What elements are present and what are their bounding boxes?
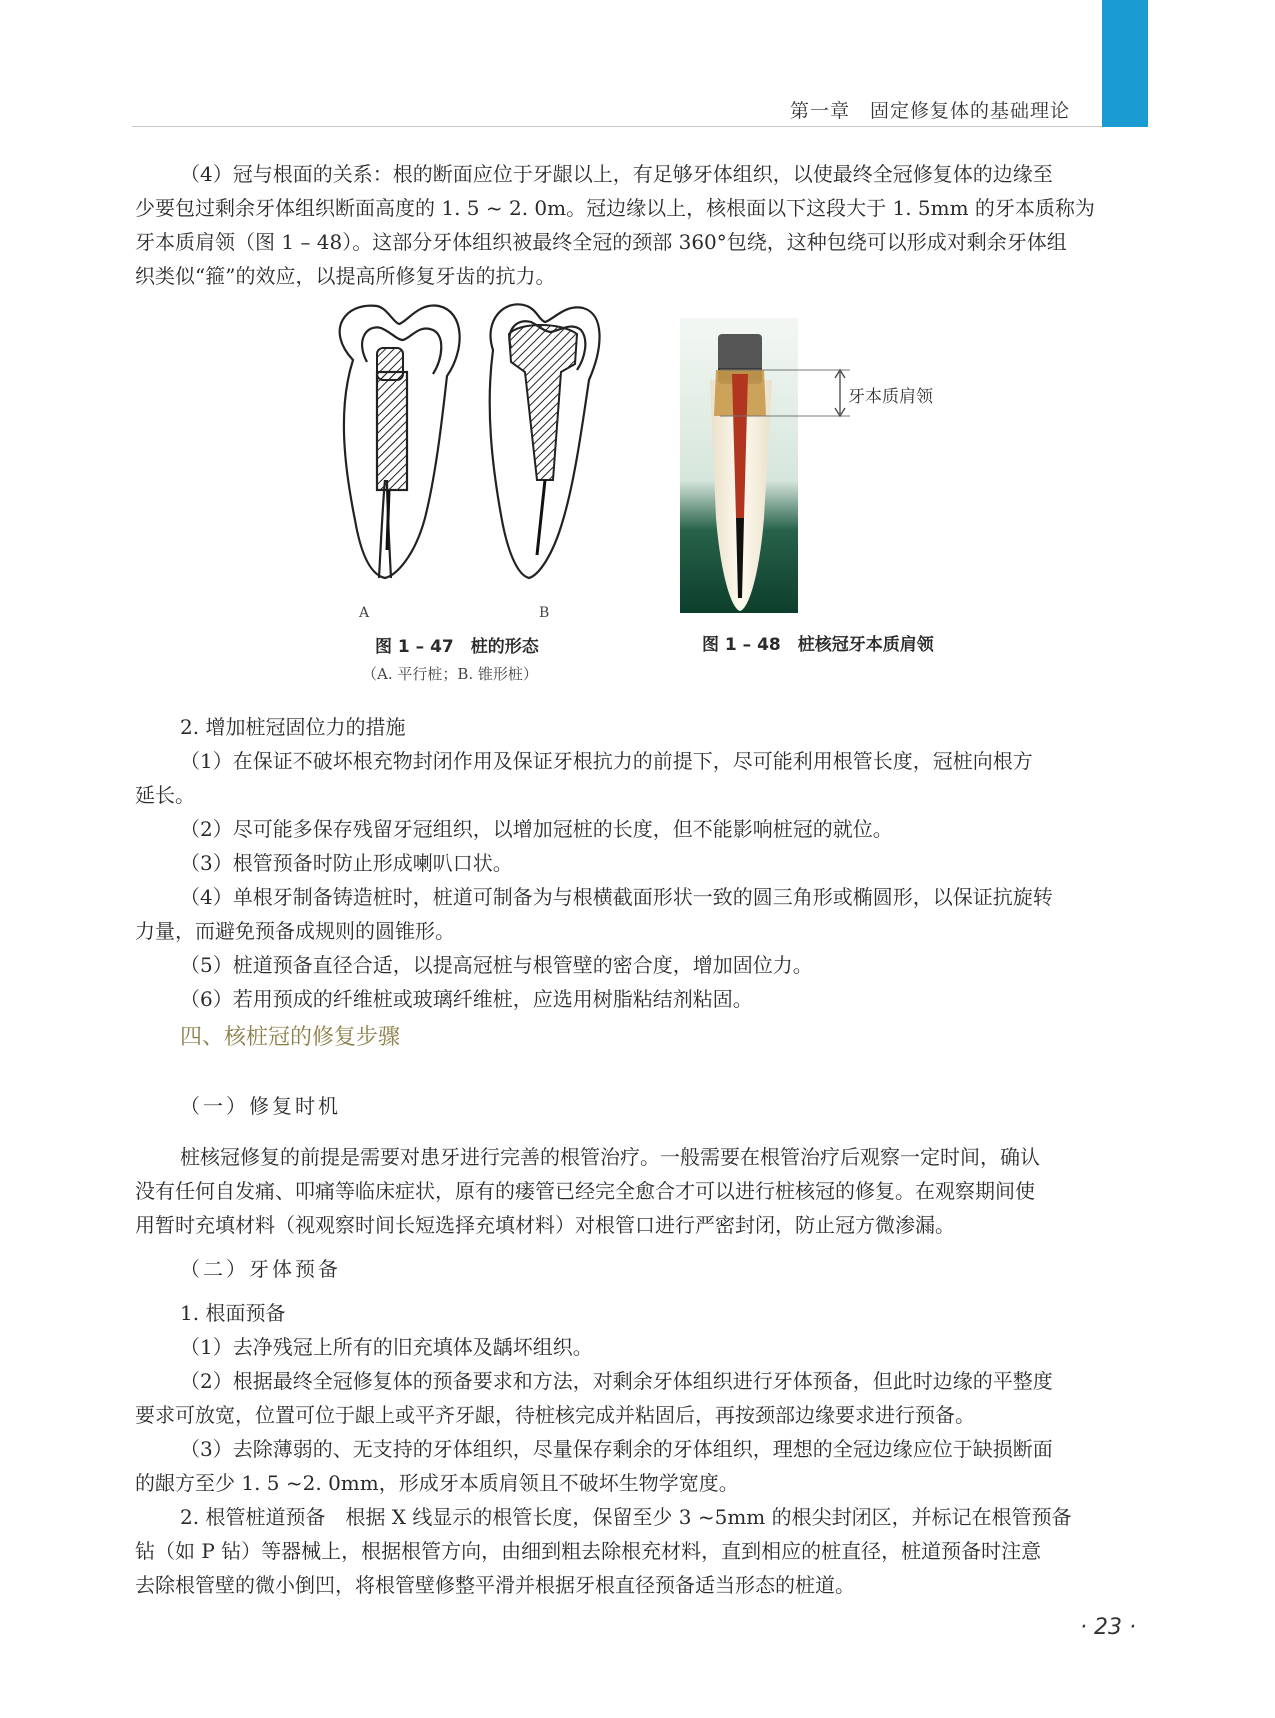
para-line: 牙本质肩领（图 1 – 48）。这部分牙体组织被最终全冠的颈部 360°包绕，这种包绕可以形成对剩余牙体组 xyxy=(135,230,1067,254)
post-shape-figure xyxy=(315,300,605,595)
section-title: 四、核桩冠的修复步骤 xyxy=(180,1025,401,1050)
para-line: 用暂时充填材料（视观察时间长短选择充填材料）对根管口进行严密封闭，防止冠方微渗漏。 xyxy=(135,1213,955,1237)
list-item: 延长。 xyxy=(135,783,195,807)
list-item: （2）根据最终全冠修复体的预备要求和方法，对剩余牙体组织进行牙体预备，但此时边缘的平整度 xyxy=(180,1369,1053,1393)
para-line: 桩核冠修复的前提是需要对患牙进行完善的根管治疗。一般需要在根管治疗后观察一定时间，确认 xyxy=(180,1145,1040,1169)
para-line: 钻（如 P 钻）等器械上，根据根管方向，由细到粗去除根充材料，直到相应的桩直径，桩道预备时注意 xyxy=(135,1539,1042,1563)
header-rule xyxy=(132,126,1102,127)
list-item: （3）去除薄弱的、无支持的牙体组织，尽量保存剩余的牙体组织，理想的全冠边缘应位于缺损断面 xyxy=(180,1437,1053,1461)
para-line: 2. 根管桩道预备 根据 X 线显示的根管长度，保留至少 3 ~5mm 的根尖封闭区，并标记在根管预备 xyxy=(180,1505,1072,1529)
figure-label-a: A xyxy=(359,605,370,621)
para-line: 没有任何自发痛、叩痛等临床症状，原有的瘘管已经完全愈合才可以进行桩核冠的修复。在观察期间使 xyxy=(135,1179,1035,1203)
figure-label-b: B xyxy=(539,605,550,621)
tapered-post-core xyxy=(509,325,577,555)
list-item: 要求可放宽，位置可位于龈上或平齐牙龈，待桩核完成并粘固后，再按颈部边缘要求进行预备。 xyxy=(135,1403,975,1427)
para-line: （4）冠与根面的关系：根的断面应位于牙龈以上，有足够牙体组织，以使最终全冠修复体的边缘至 xyxy=(180,162,1053,186)
subsection-heading: （一）修复时机 xyxy=(180,1094,341,1118)
list-item: （2）尽可能多保存残留牙冠组织，以增加冠桩的长度，但不能影响桩冠的就位。 xyxy=(180,817,893,841)
ferrule-annotation: 牙本质肩领 xyxy=(848,387,933,407)
subsection-title: 2. 增加桩冠固位力的措施 xyxy=(180,715,406,739)
chapter-header: 第一章 固定修复体的基础理论 xyxy=(790,100,1071,122)
para-line: 少要包过剩余牙体组织断面高度的 1. 5 ~ 2. 0m。冠边缘以上，核根面以下这段大于 1. 5mm 的牙本质称为 xyxy=(135,196,1095,220)
list-item: （1）在保证不破坏根充物封闭作用及保证牙根抗力的前提下，尽可能利用根管长度，冠桩向根方 xyxy=(180,749,1033,773)
page-number: · 23 · xyxy=(1080,1615,1136,1640)
figure-caption-47: 图 1 – 47 桩的形态 xyxy=(375,637,539,657)
list-item: 力量，而避免预备成规则的圆锥形。 xyxy=(135,919,455,943)
list-item: （3）根管预备时防止形成喇叭口状。 xyxy=(180,851,513,875)
figure-subcaption-47: （A. 平行桩；B. 锥形桩） xyxy=(362,665,538,683)
list-item: （1）去净残冠上所有的旧充填体及龋坏组织。 xyxy=(180,1335,593,1359)
para-line: 去除根管壁的微小倒凹，将根管壁修整平滑并根据牙根直径预备适当形态的桩道。 xyxy=(135,1573,855,1597)
list-item: （5）桩道预备直径合适，以提高冠桩与根管壁的密合度，增加固位力。 xyxy=(180,953,813,977)
list-item: 的龈方至少 1. 5 ~2. 0mm，形成牙本质肩领且不破坏生物学宽度。 xyxy=(135,1471,739,1495)
para-line: 织类似“箍”的效应，以提高所修复牙齿的抗力。 xyxy=(135,264,556,288)
subsection-title: 1. 根面预备 xyxy=(180,1301,286,1325)
ferrule-figure xyxy=(680,318,980,613)
figure-caption-48: 图 1 – 48 桩核冠牙本质肩领 xyxy=(702,635,934,655)
list-item: （6）若用预成的纤维桩或玻璃纤维桩，应选用树脂粘结剂粘固。 xyxy=(180,987,753,1011)
subsection-heading: （二）牙体预备 xyxy=(180,1257,341,1281)
chapter-tab xyxy=(1102,0,1148,127)
list-item: （4）单根牙制备铸造桩时，桩道可制备为与根横截面形状一致的圆三角形或椭圆形，以保证抗旋转 xyxy=(180,885,1053,909)
